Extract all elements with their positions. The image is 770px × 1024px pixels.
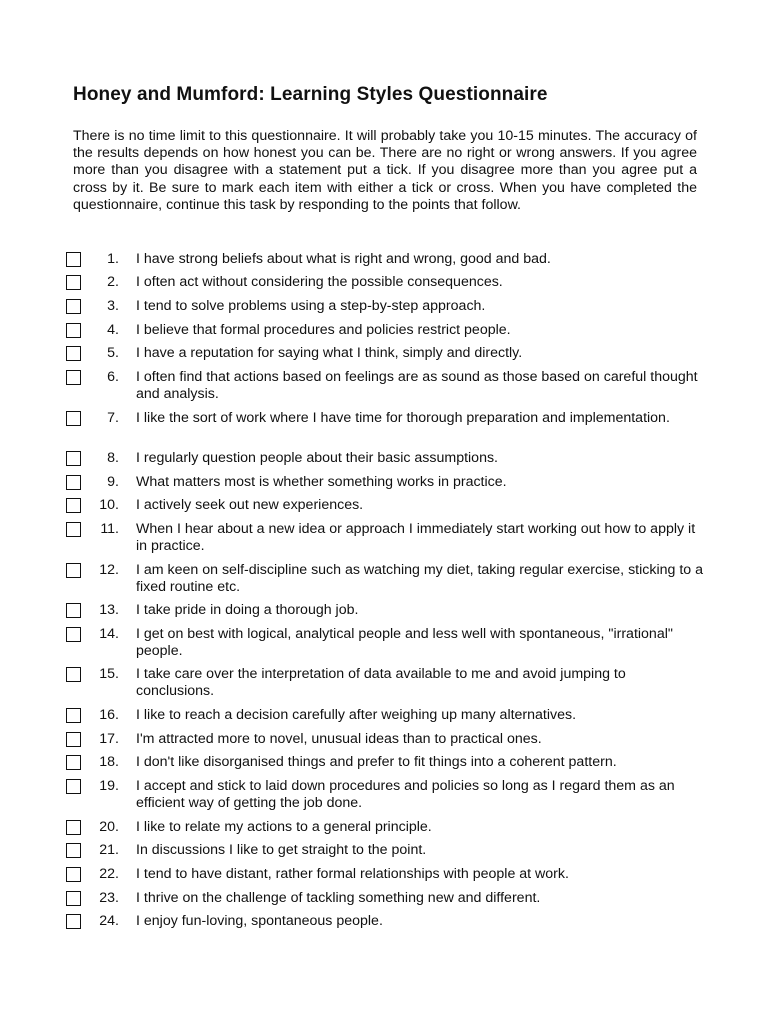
question-number: 17. [99,731,119,747]
question-text: In discussions I like to get straight to the point. [136,842,427,858]
question-number: 10. [99,497,119,513]
question-text: I often act without considering the possible consequences. [136,274,503,290]
answer-checkbox[interactable] [66,252,81,267]
question-number: 4. [107,322,119,338]
question-number: 5. [107,345,119,361]
answer-checkbox[interactable] [66,299,81,314]
answer-checkbox[interactable] [66,914,81,929]
answer-checkbox[interactable] [66,779,81,794]
question-text: I tend to solve problems using a step-by-step approach. [136,298,486,314]
question-number: 18. [99,754,119,770]
answer-checkbox[interactable] [66,346,81,361]
answer-checkbox[interactable] [66,843,81,858]
question-text: I enjoy fun-loving, spontaneous people. [136,913,383,929]
question-text: I believe that formal procedures and policies restrict people. [136,322,511,338]
question-number: 21. [99,842,119,858]
question-number: 16. [99,707,119,723]
question-number: 15. [99,666,119,682]
question-text: I thrive on the challenge of tackling something new and different. [136,890,541,906]
question-number: 19. [99,778,119,794]
answer-checkbox[interactable] [66,667,81,682]
question-number: 12. [99,562,119,578]
question-text: I accept and stick to laid down procedures and policies so long as I regard them as an efficient way of getting the job done. [136,778,675,812]
question-text: I am keen on self-discipline such as watching my diet, taking regular exercise, sticking to a fixed routine etc. [136,562,703,596]
question-number: 6. [107,369,119,385]
question-number: 23. [99,890,119,906]
question-number: 11. [100,521,119,537]
question-number: 14. [99,626,119,642]
question-number: 9. [107,474,119,490]
question-text: When I hear about a new idea or approach I immediately start working out how to apply it in practice. [136,521,696,555]
answer-checkbox[interactable] [66,323,81,338]
answer-checkbox[interactable] [66,411,81,426]
answer-checkbox[interactable] [66,755,81,770]
answer-checkbox[interactable] [66,867,81,882]
answer-checkbox[interactable] [66,820,81,835]
question-text: I don't like disorganised things and prefer to fit things into a coherent pattern. [136,754,617,770]
answer-checkbox[interactable] [66,891,81,906]
question-text: I like the sort of work where I have time for thorough preparation and implementation. [136,410,670,426]
answer-checkbox[interactable] [66,603,81,618]
answer-checkbox[interactable] [66,732,81,747]
question-text: I have strong beliefs about what is right and wrong, good and bad. [136,251,551,267]
question-number: 1. [107,251,119,267]
question-number: 2. [107,274,119,290]
question-number: 7. [107,410,119,426]
question-number: 24. [99,913,119,929]
question-number: 20. [99,819,119,835]
question-number: 3. [107,298,119,314]
answer-checkbox[interactable] [66,563,81,578]
answer-checkbox[interactable] [66,451,81,466]
question-number: 22. [99,866,119,882]
page-title: Honey and Mumford: Learning Styles Questionnaire [73,84,548,105]
question-text: I like to reach a decision carefully after weighing up many alternatives. [136,707,577,723]
question-text: I'm attracted more to novel, unusual ideas than to practical ones. [136,731,542,747]
answer-checkbox[interactable] [66,522,81,537]
question-text: I take pride in doing a thorough job. [136,602,359,618]
question-text: I take care over the interpretation of data available to me and avoid jumping to conclusions. [136,666,626,700]
question-text: I tend to have distant, rather formal relationships with people at work. [136,866,569,882]
question-text: I often find that actions based on feelings are as sound as those based on careful thought and analysis. [136,369,698,403]
answer-checkbox[interactable] [66,275,81,290]
question-text: What matters most is whether something works in practice. [136,474,507,490]
question-number: 13. [99,602,119,618]
answer-checkbox[interactable] [66,627,81,642]
question-text: I regularly question people about their basic assumptions. [136,450,498,466]
answer-checkbox[interactable] [66,498,81,513]
question-text: I have a reputation for saying what I think, simply and directly. [136,345,523,361]
question-number: 8. [107,450,119,466]
intro-paragraph: There is no time limit to this questionnaire. It will probably take you 10-15 minutes. The accuracy of the results depends on how honest you can be. There are no right or wrong answers. If you agree more than you disagree with a statement put a tick. If you disagree more than you agree put a cross by it. Be sure to mark each item with either a tick or cross. When you have completed the questionnaire, continue this task by responding to the points that follow. [73,128,697,213]
answer-checkbox[interactable] [66,475,81,490]
answer-checkbox[interactable] [66,708,81,723]
answer-checkbox[interactable] [66,370,81,385]
question-text: I get on best with logical, analytical people and less well with spontaneous, "irrational" people. [136,626,673,660]
question-text: I actively seek out new experiences. [136,497,364,513]
question-text: I like to relate my actions to a general principle. [136,819,432,835]
